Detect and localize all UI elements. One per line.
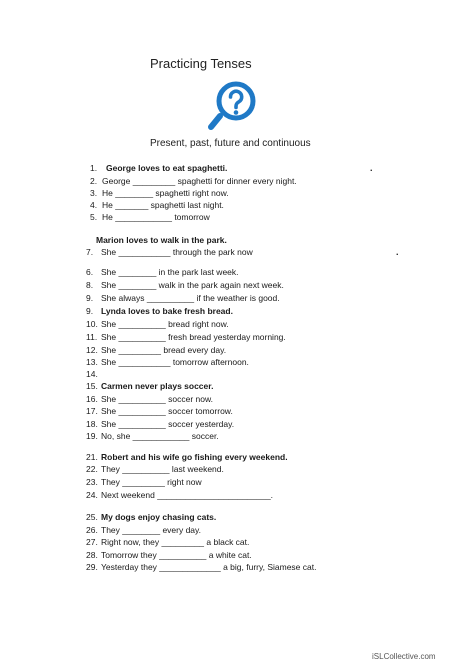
stray-period: . [370, 163, 373, 173]
question-magnifier-icon [206, 80, 258, 132]
item-text: She __________ fresh bread yesterday morning. [101, 332, 286, 342]
item-number: 28. [86, 550, 98, 560]
item-text: Robert and his wife go fishing every weekend. [101, 452, 288, 462]
item-text: She ________ walk in the park again next week. [101, 280, 284, 290]
item-text: Lynda loves to bake fresh bread. [101, 306, 233, 316]
item-text: They ________ every day. [101, 525, 202, 535]
item-number: 15. [86, 381, 98, 391]
item-number: 19. [86, 431, 98, 441]
item-number: 16. [86, 394, 98, 404]
item-text: They _________ right now [101, 477, 202, 487]
item-number: 27. [86, 537, 98, 547]
exercise-item [86, 489, 273, 501]
item-number: 9. [86, 293, 94, 303]
item-number: 7. [86, 247, 94, 257]
exercise-item [90, 175, 297, 187]
item-text: She ___________ tomorrow afternoon. [101, 357, 249, 367]
item-number: 6. [86, 267, 94, 277]
site-watermark: iSLCollective.com [372, 652, 436, 661]
item-number: 12. [86, 345, 98, 355]
exercise-item [90, 187, 229, 199]
item-text: Tomorrow they __________ a white cat. [101, 550, 252, 560]
item-number: 14. [86, 369, 98, 379]
item-number: 18. [86, 419, 98, 429]
item-text: She ___________ through the park now [101, 247, 253, 257]
item-number: 1. [90, 163, 98, 173]
page-title: Practicing Tenses [150, 56, 252, 71]
item-number: 10. [86, 319, 98, 329]
exercise-item [86, 549, 252, 561]
item-text: My dogs enjoy chasing cats. [101, 512, 217, 522]
exercise-item [86, 380, 213, 392]
item-text: She __________ soccer tomorrow. [101, 406, 233, 416]
item-number: 26. [86, 525, 98, 535]
item-text: Yesterday they _____________ a big, furry, Siamese cat. [101, 562, 317, 572]
item-number: 17. [86, 406, 98, 416]
exercise-item [86, 292, 280, 304]
exercise-item [86, 561, 316, 573]
item-text: Marion loves to walk in the park. [96, 235, 227, 245]
item-number: 11. [86, 332, 98, 342]
exercise-item [86, 318, 229, 330]
item-number: 22. [86, 464, 98, 474]
item-text: She __________ bread right now. [101, 319, 229, 329]
item-text: She always __________ if the weather is good. [101, 293, 280, 303]
item-number: 24. [86, 490, 98, 500]
item-number: 4. [90, 200, 98, 210]
item-text: Next weekend ________________________. [101, 490, 274, 500]
exercise-item [90, 211, 210, 223]
item-text: He ____________ tomorrow [102, 212, 210, 222]
item-text: Carmen never plays soccer. [101, 381, 214, 391]
item-text: She __________ soccer now. [101, 394, 214, 404]
item-number: 13. [86, 357, 98, 367]
stray-period: . [396, 247, 399, 257]
item-text: She _________ bread every day. [101, 345, 227, 355]
item-number: 8. [86, 280, 94, 290]
exercise-item [86, 356, 249, 368]
exercise-item [86, 331, 286, 343]
item-number: 25. [86, 512, 98, 522]
exercise-item [86, 246, 399, 258]
item-number: 29. [86, 562, 98, 572]
exercise-item [86, 344, 226, 356]
item-text: He _______ spaghetti last night. [102, 200, 224, 210]
item-number: 9. [86, 306, 94, 316]
exercise-item [86, 305, 233, 317]
item-text: George loves to eat spaghetti. [106, 163, 228, 173]
exercise-item [90, 199, 224, 211]
item-number: 21. [86, 452, 98, 462]
item-text: No, she ____________ soccer. [101, 431, 219, 441]
exercise-item [86, 463, 224, 475]
item-text: She __________ soccer yesterday. [101, 419, 235, 429]
page-subtitle: Present, past, future and continuous [150, 138, 311, 149]
item-number: 5. [90, 212, 98, 222]
item-text: They __________ last weekend. [101, 464, 224, 474]
exercise-item [86, 536, 249, 548]
item-text: She ________ in the park last week. [101, 267, 239, 277]
exercise-item [86, 418, 234, 430]
exercise-item [86, 405, 233, 417]
item-number: 2. [90, 176, 98, 186]
exercise-item [90, 162, 373, 174]
exercise-item [0, 234, 227, 246]
item-text: Right now, they _________ a black cat. [101, 537, 250, 547]
exercise-item [86, 430, 219, 442]
item-number: 23. [86, 477, 98, 487]
exercise-item [86, 279, 284, 291]
exercise-item [86, 266, 239, 278]
exercise-item [86, 451, 288, 463]
item-text: George _________ spaghetti for dinner every night. [102, 176, 297, 186]
item-text: He ________ spaghetti right now. [102, 188, 229, 198]
exercise-item [86, 476, 202, 488]
exercise-item [86, 368, 101, 380]
exercise-item [86, 524, 201, 536]
exercise-item [86, 393, 213, 405]
item-number: 3. [90, 188, 98, 198]
exercise-item [86, 511, 216, 523]
